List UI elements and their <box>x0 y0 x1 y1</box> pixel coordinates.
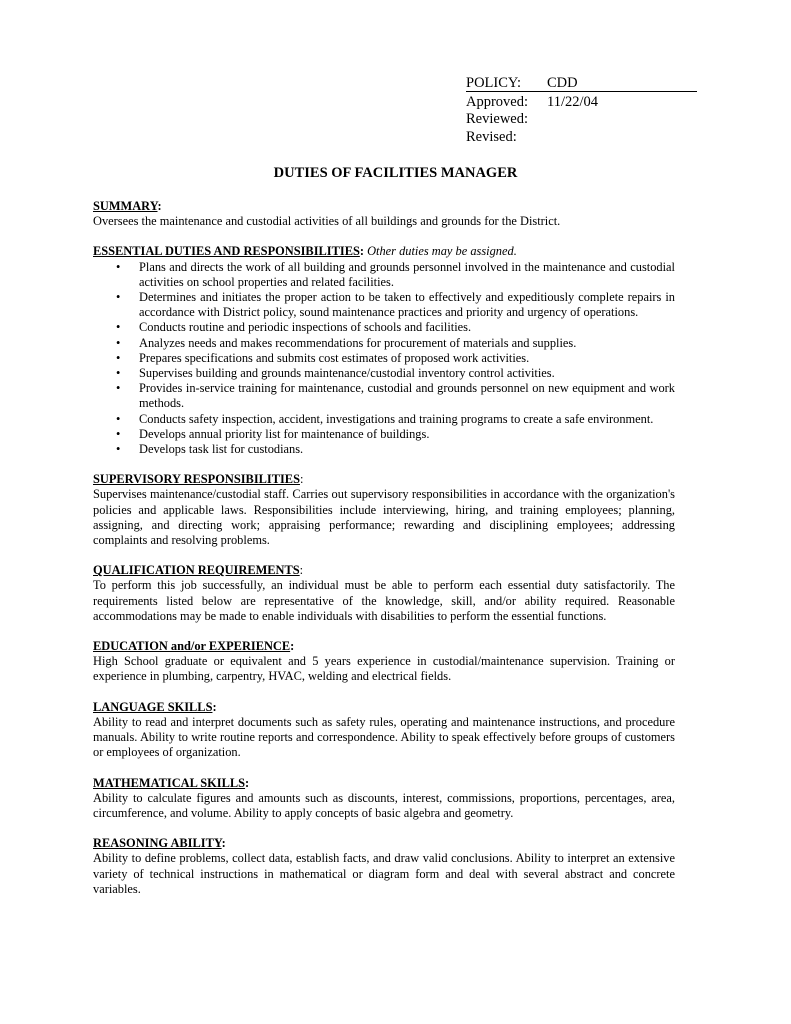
list-item: • Develops annual priority list for maintenance of buildings. <box>116 426 430 441</box>
qualification-section <box>93 563 675 624</box>
math-heading: MATHEMATICAL SKILLS: <box>93 775 250 790</box>
list-item: • Develops task list for custodians. <box>116 442 304 457</box>
page-title: DUTIES OF FACILITIES MANAGER <box>273 165 518 181</box>
education-text: High School graduate or equivalent and 5 years experience in custodial/maintenance supervision. Training or experience in plumbing, carpentry, HVAC, welding and electrical fields. <box>93 654 675 684</box>
reviewed-row <box>466 111 697 129</box>
reasoning-text: Ability to define problems, collect data, establish facts, and draw valid conclusions. Ability to interpret an extensive variety of technical instructions in mathematical or diagram form and deal with several abstract and concrete variables. <box>93 851 675 896</box>
bullet-icon: • <box>116 259 121 274</box>
bullet-icon: • <box>116 335 121 350</box>
bullet-icon: • <box>116 411 121 426</box>
education-section <box>93 639 675 685</box>
language-text: Ability to read and interpret documents such as safety rules, operating and maintenance instructions, and procedure manuals. Ability to write routine reports and correspondence. Ability to speak effectively before groups of customers or employees of organization. <box>93 714 675 760</box>
supervisory-text: Supervises maintenance/custodial staff. Carries out supervisory responsibilities in accordance with the organization's policies and applicable laws. Responsibilities include interviewing, hiring, and training employees; planning, assigning, and directing work; appraising performance; rewarding and disciplining employees; addressing complaints and resolving problems. <box>93 487 675 548</box>
duties-list <box>93 260 675 458</box>
approved-value: 11/22/04 <box>547 93 599 110</box>
policy-header <box>466 76 697 146</box>
list-item: • Prepares specifications and submits cost estimates of proposed work activities. <box>116 350 530 365</box>
bullet-icon: • <box>116 366 121 381</box>
list-item: • Plans and directs the work of all building and grounds personnel involved in the maintenance and custodial activities on school properties and related facilities. <box>116 259 675 289</box>
bullet-icon: • <box>116 320 121 335</box>
summary-section <box>93 199 675 229</box>
policy-label: POLICY: <box>466 76 547 92</box>
bullet-icon: • <box>116 290 121 305</box>
revised-row <box>466 129 697 147</box>
approved-label: Approved: <box>466 93 529 110</box>
list-item: • Supervises building and grounds maintenance/custodial inventory control activities. <box>116 366 555 381</box>
policy-value: CDD <box>547 76 697 92</box>
reviewed-label: Reviewed: <box>466 111 529 127</box>
qualification-text: To perform this job successfully, an individual must be able to perform each essential duty satisfactorily. The requirements listed below are representative of the knowledge, skill, and/or ability required. Reasonable accommodations may be made to enable individuals with disabilities to perform the essential functions. <box>93 578 675 623</box>
reasoning-heading: REASONING ABILITY: <box>93 836 226 851</box>
document-body <box>93 199 675 912</box>
summary-text: Oversees the maintenance and custodial activities of all buildings and grounds for the District. <box>93 214 561 229</box>
bullet-icon: • <box>116 381 121 396</box>
revised-label: Revised: <box>466 128 517 145</box>
essential-duties-section <box>93 244 675 457</box>
reasoning-section <box>93 836 675 897</box>
list-item: • Conducts routine and periodic inspections of schools and facilities. <box>116 320 472 335</box>
language-section <box>93 700 675 761</box>
list-item: • Analyzes needs and makes recommendations for procurement of materials and supplies. <box>116 335 577 350</box>
list-item: • Provides in-service training for maintenance, custodial and grounds personnel on new equipment and work methods. <box>116 381 675 411</box>
education-heading: EDUCATION and/or EXPERIENCE: <box>93 639 295 654</box>
supervisory-section <box>93 472 675 548</box>
essential-duties-note: Other duties may be assigned. <box>367 244 517 259</box>
language-heading: LANGUAGE SKILLS: <box>93 699 217 714</box>
summary-heading: SUMMARY: <box>93 199 162 213</box>
bullet-icon: • <box>116 350 121 365</box>
approved-row <box>466 94 697 112</box>
math-text: Ability to calculate figures and amounts such as discounts, interest, commissions, proportions, percentages, area, circumference, and volume. Ability to apply concepts of basic algebra and geometry. <box>93 790 675 820</box>
list-item: • Determines and initiates the proper action to be taken to effectively and expeditiously complete repairs in accordance with District policy, sound maintenance practices and priority and urgency of operations. <box>116 290 675 320</box>
supervisory-heading: SUPERVISORY RESPONSIBILITIES: <box>93 472 304 487</box>
math-section <box>93 776 675 822</box>
bullet-icon: • <box>116 426 121 441</box>
policy-row <box>466 76 697 94</box>
bullet-icon: • <box>116 442 121 457</box>
list-item: • Conducts safety inspection, accident, investigations and training programs to create a safe environment. <box>116 411 654 426</box>
essential-duties-heading: ESSENTIAL DUTIES AND RESPONSIBILITIES: Other duties may be assigned. <box>93 244 517 259</box>
qualification-heading: QUALIFICATION REQUIREMENTS: <box>93 563 304 578</box>
